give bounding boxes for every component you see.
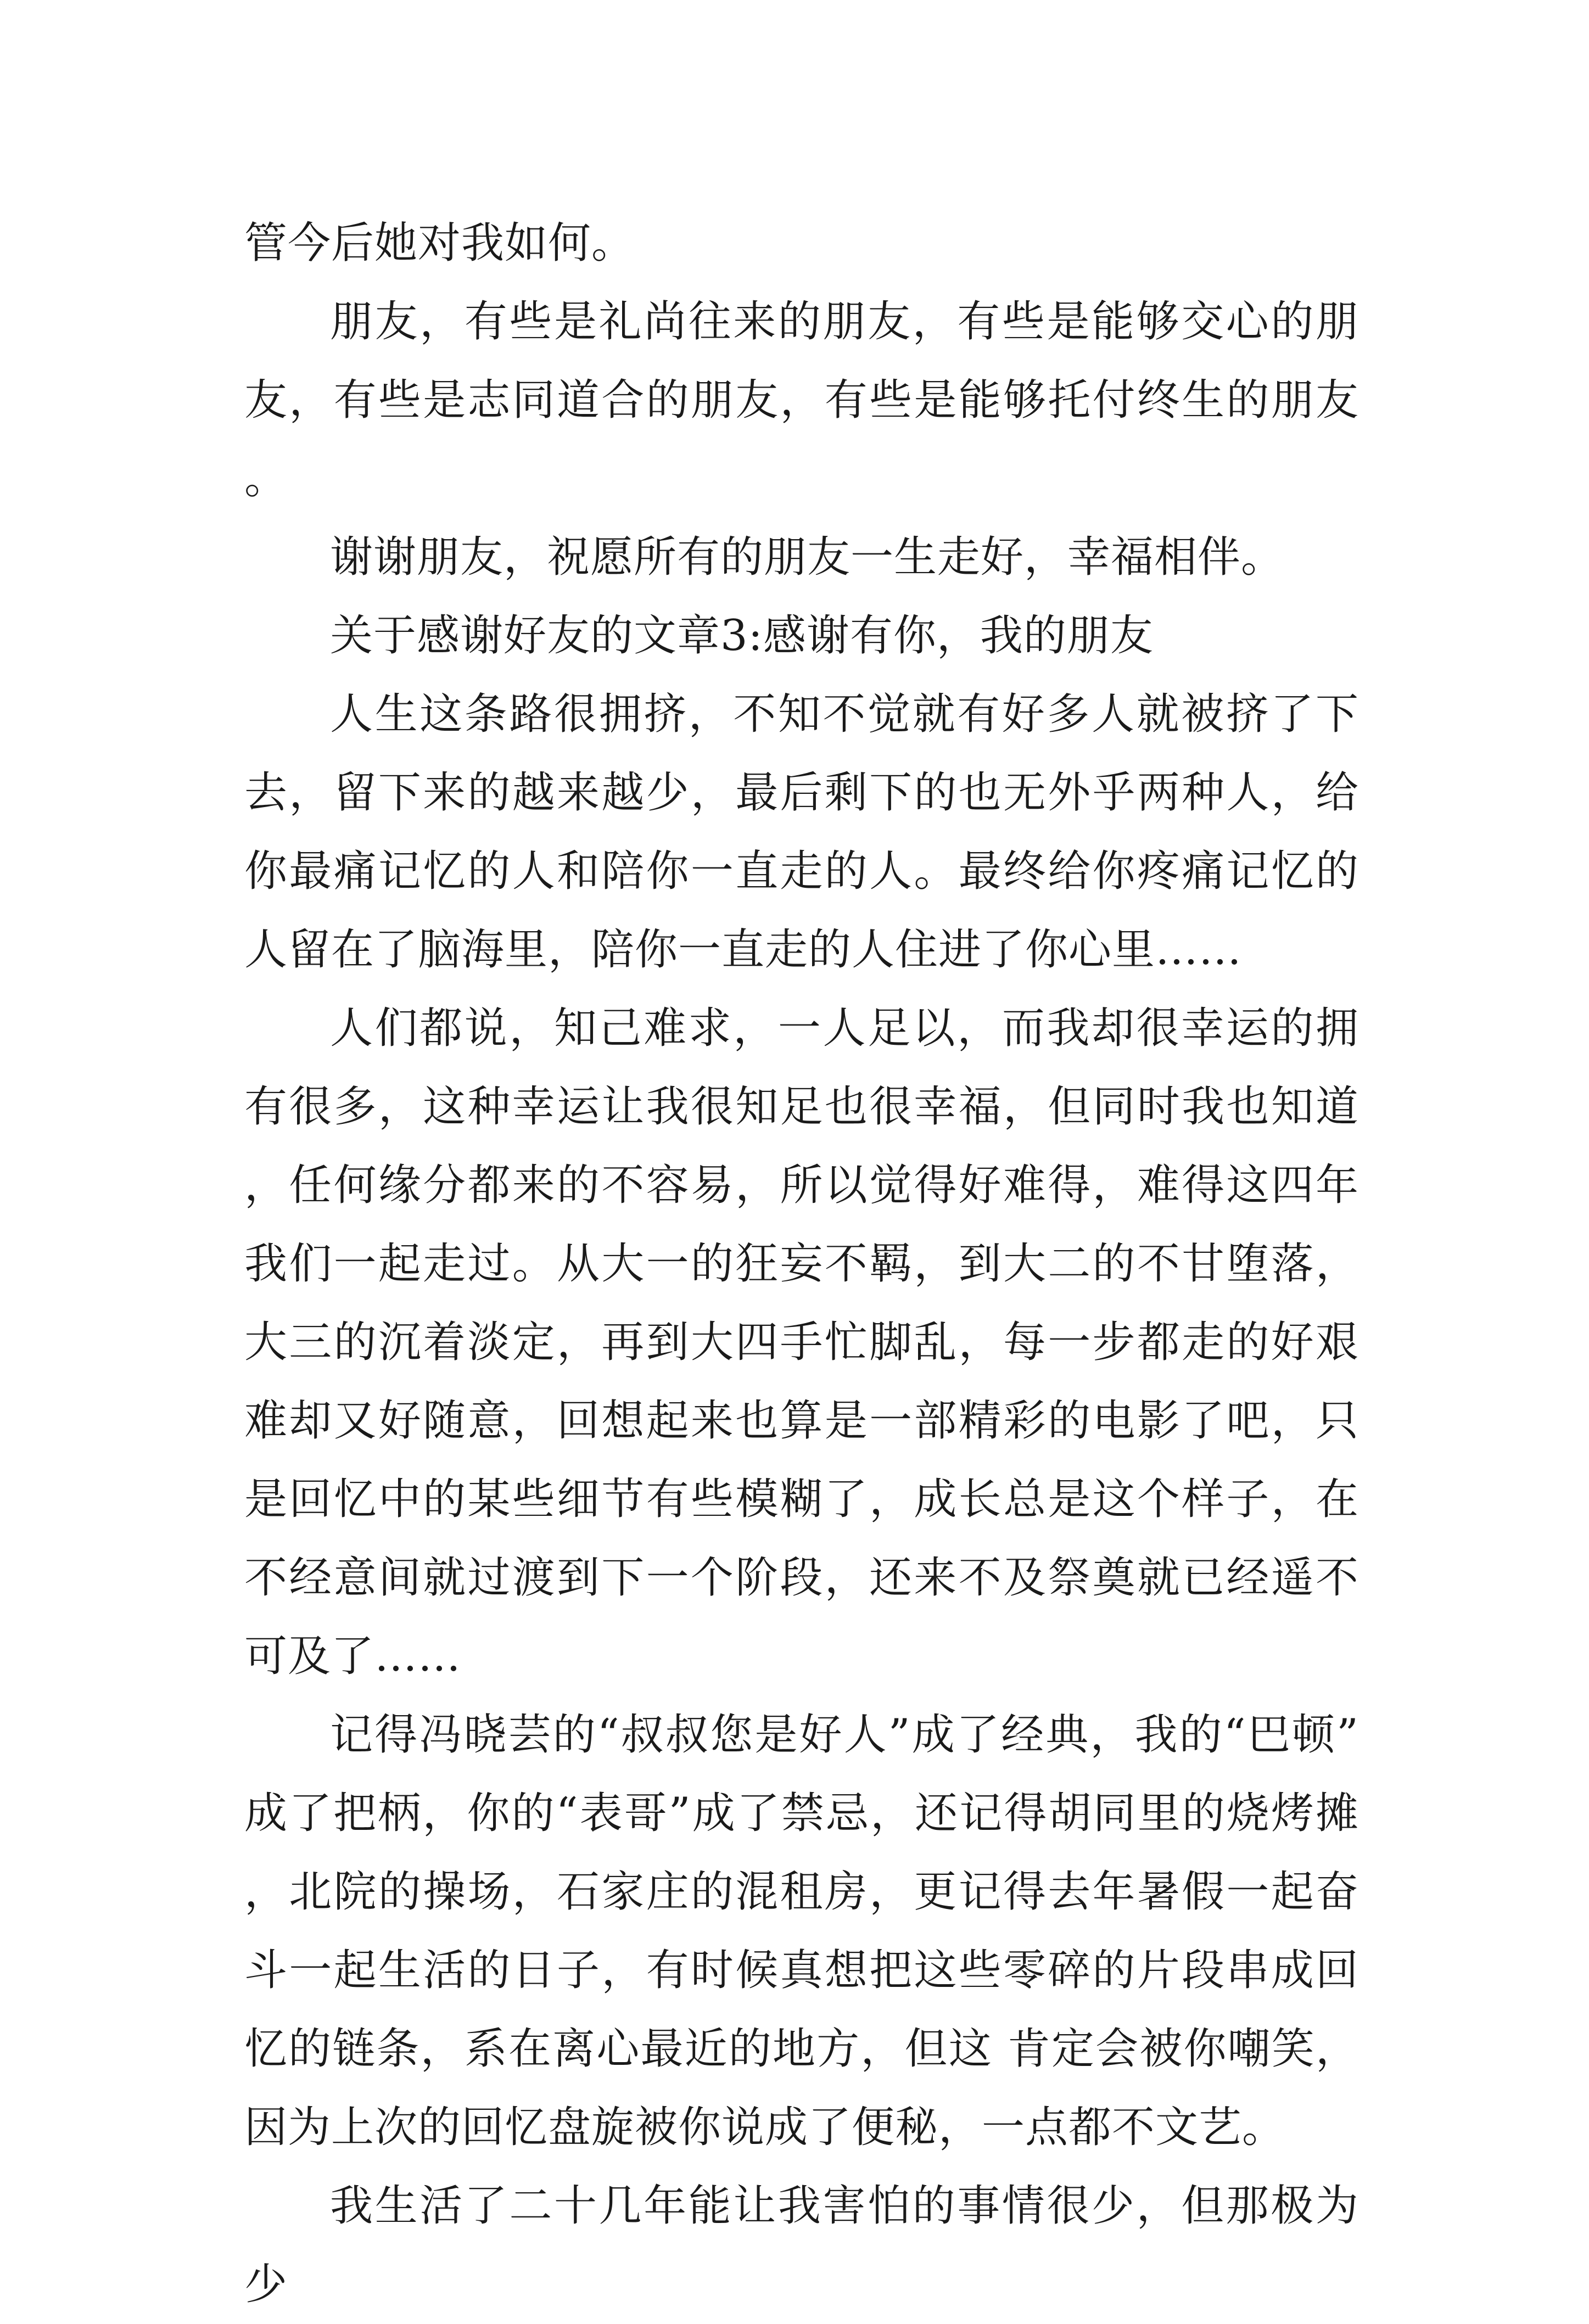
document-body (244, 204, 1359, 2324)
paragraph-5: 人们都说，知己难求，一人足以，而我却很幸运的拥有很多，这种幸运让我很知足也很幸福，但同时我也知道，任何缘分都来的不容易，所以觉得好难得，难得这四年我们一起走过。从大一的狂妄不羁，到大二的不甘堕落，大三的沉着淡定，再到大四手忙脚乱，每一步都走的好艰难却又好随意，回想起来也算是一部精彩的电影了吧，只是回忆中的某些细节有些模糊了，成长总是这个样子，在不经意间就过渡到下一个阶段，还来不及祭奠就已经遥不可及了…… (244, 1004, 1359, 1681)
paragraph-6: 记得冯晓芸的“叔叔您是好人”成了经典，我的“巴顿”成了把柄，你的“表哥”成了禁忌，还记得胡同里的烧烤摊，北院的操场，石家庄的混租房，更记得去年暑假一起奋斗一起生活的日子，有时候真想把这些零碎的片段串成回忆的链条，系在离心最近的地方，但这 肯定会被你嘲笑，因为上次的回忆盘旋被你说成了便秘，一点都不文艺。 (244, 1710, 1359, 2152)
paragraph-4: 人生这条路很拥挤，不知不觉就有好多人就被挤了下去，留下来的越来越少，最后剩下的也无外乎两种人，给你最痛记忆的人和陪你一直走的人。最终给你疼痛记忆的人留在了脑海里，陪你一直走的人住进了你心里…… (244, 690, 1359, 975)
paragraph-2: 朋友，有些是礼尚往来的朋友，有些是能够交心的朋友，有些是志同道合的朋友，有些是能够托付终生的朋友。 (244, 297, 1359, 503)
paragraph-1: 管今后她对我如何。 (244, 219, 635, 268)
paragraph-3: 谢谢朋友，祝愿所有的朋友一生走好，幸福相伴。 (330, 533, 1285, 582)
paragraph-7: 我生活了二十几年能让我害怕的事情很少，但那极为少 (244, 2181, 1359, 2309)
section-heading: 关于感谢好友的文章3:感谢有你，我的朋友 (330, 611, 1154, 660)
